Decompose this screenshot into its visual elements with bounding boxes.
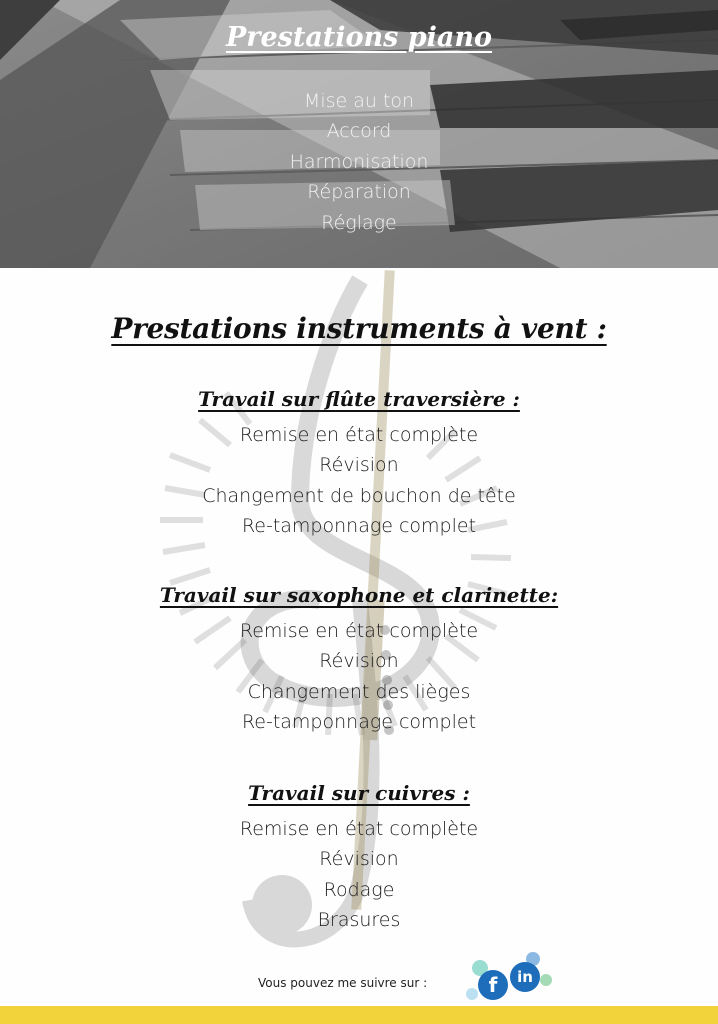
decor-bubble — [540, 974, 552, 986]
flute-section — [0, 384, 718, 541]
flute-item: Révision — [319, 454, 399, 477]
follow-text: Vous pouvez me suivre sur : — [258, 976, 428, 990]
saxophone-clarinet-section-title: Travail sur saxophone et clarinette: — [159, 583, 559, 607]
flute-item: Changement de bouchon de tête — [202, 484, 516, 507]
piano-services-list — [0, 86, 718, 238]
wind-section-title: Prestations instruments à vent : — [111, 312, 607, 345]
brass-section-title: Travail sur cuivres : — [248, 781, 470, 805]
piano-item: Réglage — [321, 211, 397, 234]
social-icons — [466, 952, 556, 1008]
flute-section-title: Travail sur flûte traversière : — [198, 387, 520, 411]
flute-item: Re-tamponnage complet — [241, 514, 477, 537]
piano-item: Accord — [326, 120, 392, 143]
saxophone-item: Changement des lièges — [247, 680, 471, 703]
saxophone-clarinet-services-list — [0, 616, 718, 737]
saxophone-item: Remise en état complète — [239, 620, 479, 642]
brass-item: Brasures — [317, 908, 401, 931]
brass-section — [0, 778, 718, 935]
saxophone-clarinet-section — [0, 580, 718, 737]
saxophone-item: Révision — [319, 650, 399, 673]
piano-title: Prestations piano — [225, 22, 493, 53]
brass-services-list — [0, 814, 718, 935]
facebook-icon[interactable]: f — [478, 970, 508, 1000]
piano-photo-header — [0, 0, 718, 268]
decor-bubble — [466, 988, 478, 1000]
linkedin-icon[interactable]: in — [510, 962, 540, 992]
yellow-footer-band — [0, 1006, 718, 1024]
saxophone-item: Re-tamponnage complet — [241, 710, 477, 733]
brass-item: Remise en état complète — [239, 818, 479, 840]
flute-services-list — [0, 420, 718, 541]
piano-item: Harmonisation — [289, 150, 429, 173]
brass-item: Rodage — [323, 878, 395, 901]
brass-item: Révision — [319, 848, 399, 871]
piano-item: Réparation — [307, 181, 411, 204]
piano-item: Mise au ton — [303, 90, 415, 112]
flute-item: Remise en état complète — [239, 424, 479, 446]
